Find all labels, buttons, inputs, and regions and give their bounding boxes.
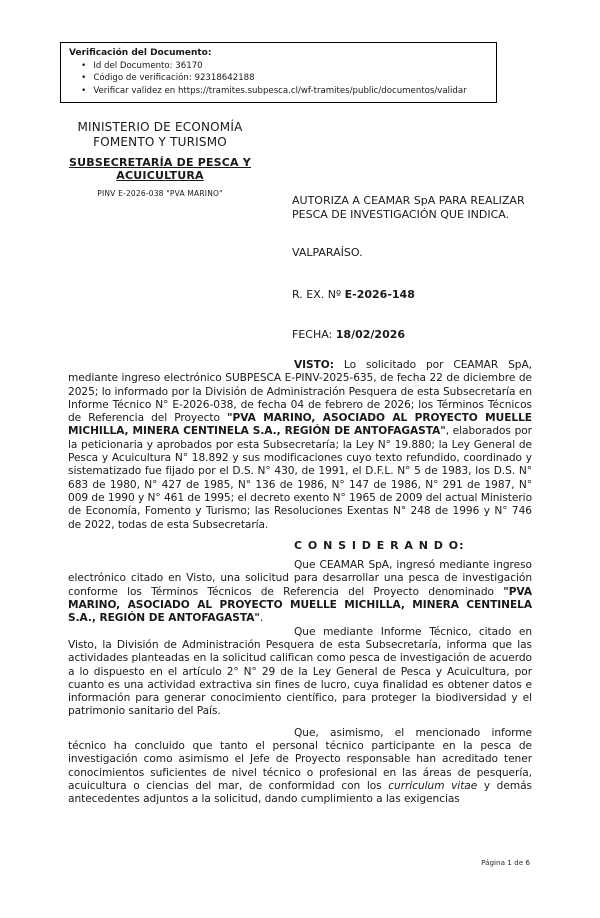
verification-item-document-id <box>69 60 488 72</box>
document-body <box>68 359 532 807</box>
page-footer: Página 1 de 6 <box>481 858 530 867</box>
verification-url-text: Verificar validez en https://tramites.subpesca.cl/wf-tramites/public/documentos/validar <box>93 85 467 96</box>
verification-title: Verificación del Documento: <box>69 48 212 58</box>
subject-title: AUTORIZA A CEAMAR SpA PARA REALIZAR PESCA DE INVESTIGACIÓN QUE INDICA. <box>292 194 525 221</box>
verification-item-url <box>69 85 488 97</box>
bullet-icon: • <box>81 61 87 71</box>
considerando-1-text-2: . <box>259 612 264 625</box>
date-value: 18/02/2026 <box>335 328 406 341</box>
date-line <box>292 328 405 341</box>
verification-item-text: Código de verificación: 92318642188 <box>93 73 255 84</box>
resolution-label: R. EX. Nº <box>292 288 345 301</box>
visto-paragraph <box>68 359 532 532</box>
subsecretaria-title: SUBSECRETARÍA DE PESCA Y ACUICULTURA <box>69 156 251 182</box>
considerando-3-text-2: y demás antecedentes adjuntos a la solicitud, dando cumplimiento a las exigencias <box>68 779 533 806</box>
considerando-1-text-1: Que CEAMAR SpA, ingresó mediante ingreso electrónico citado en Visto, una solicitud para desarrollar una pesca de investigación conforme los Términos Técnicos de Referencia del Proyecto denominado <box>68 559 532 598</box>
project-name-bold: "PVA MARINO, ASOCIADO AL PROYECTO MUELLE MICHILLA, MINERA CENTINELA S.A., REGIÓN DE ANTOFAGASTA" <box>68 585 532 625</box>
considerando-heading: C O N S I D E R A N D O: <box>294 538 465 552</box>
ministry-header <box>30 120 290 198</box>
ministry-line-2: FOMENTO Y TURISMO <box>93 134 227 149</box>
visto-text-1: Lo solicitado por CEAMAR SpA, mediante ingreso electrónico SUBPESCA E-PINV-2025-635, de fecha 22 de diciembre de 2025; lo informado por la División de Administración Pesquera de esta Subsecretaría en Informe Técnico N° E-2026-038, de fecha 04 de febrero de 2026; los Términos Técnicos de Referencia del Proyecto <box>68 359 532 425</box>
considerando-paragraph-1 <box>68 559 532 625</box>
verification-item-code <box>69 72 488 84</box>
bullet-icon: • <box>81 85 87 96</box>
visto-text-2: , elaborados por la peticionaria y aprobados por esta Subsecretaría; la Ley N° 19.880; la Ley General de Pesca y Acuicultura N° 18.892 y sus modificaciones cuyo texto refundido, coordinado y sistematizado fue fijado por el D.S. N° 430, de 1991, el D.F.L. N° 5 de 1983, los D.S. N° 683 de 1980, N° 427 de 1985, N° 136 de 1986, N° 147 de 1986, N° 291 de 1987, N° 009 de 1990 y N° 461 de 1995; el decreto exento N° 1965 de 2009 del actual Ministerio de Economía, Fomento y Turismo; las Resoluciones Exentas N° 248 de 1996 y N° 746 de 2022, todas de esta Subsecretaría. <box>68 425 532 531</box>
resolution-line <box>292 288 415 301</box>
project-name-bold: "PVA MARINO, ASOCIADO AL PROYECTO MUELLE MICHILLA, MINERA CENTINELA S.A., REGIÓN DE ANTOFAGASTA" <box>68 412 532 438</box>
curriculum-vitae-italic: curriculum vitae <box>388 779 478 792</box>
considerando-3-text-1: Que, asimismo, el mencionado informe técnico ha concluido que tanto el personal técnico participante en la pesca de investigación como asimismo el Jefe de Proyecto responsable han acreditado tener conocimientos suficientes de nivel técnico o profesional en las áreas de pesquería, acuicultura o ciencias del mar, de conformidad con los <box>68 726 532 792</box>
bullet-icon: • <box>81 73 87 84</box>
ministry-line-1: MINISTERIO DE ECONOMÍA <box>77 120 243 134</box>
date-label: FECHA: <box>292 328 336 341</box>
project-reference: PINV E-2026-038 "PVA MARINO" <box>97 189 223 198</box>
considerando-paragraph-2: Que mediante Informe Técnico, citado en Visto, la División de Administración Pesquera de esta Subsecretaría, informa que las actividades planteadas en la solicitud califican como pesca de investigación de acuerdo a lo dispuesto en el artículo 2° N° 29 de la Ley General de Pesca y Acuicultura, por cuanto es una actividad extractiva sin fines de lucro, cuya finalidad es obtener datos e información para generar conocimiento científico, para proteger la biodiversidad y el patrimonio sanitario del País. <box>68 625 532 718</box>
considerando-paragraph-3 <box>68 727 532 807</box>
verification-list <box>69 60 488 97</box>
city-line: VALPARAÍSO. <box>292 246 363 259</box>
visto-label: VISTO: <box>294 359 334 371</box>
resolution-number: E-2026-148 <box>344 288 415 301</box>
verification-box <box>60 42 497 103</box>
verification-item-text: Id del Documento: 36170 <box>93 61 203 71</box>
